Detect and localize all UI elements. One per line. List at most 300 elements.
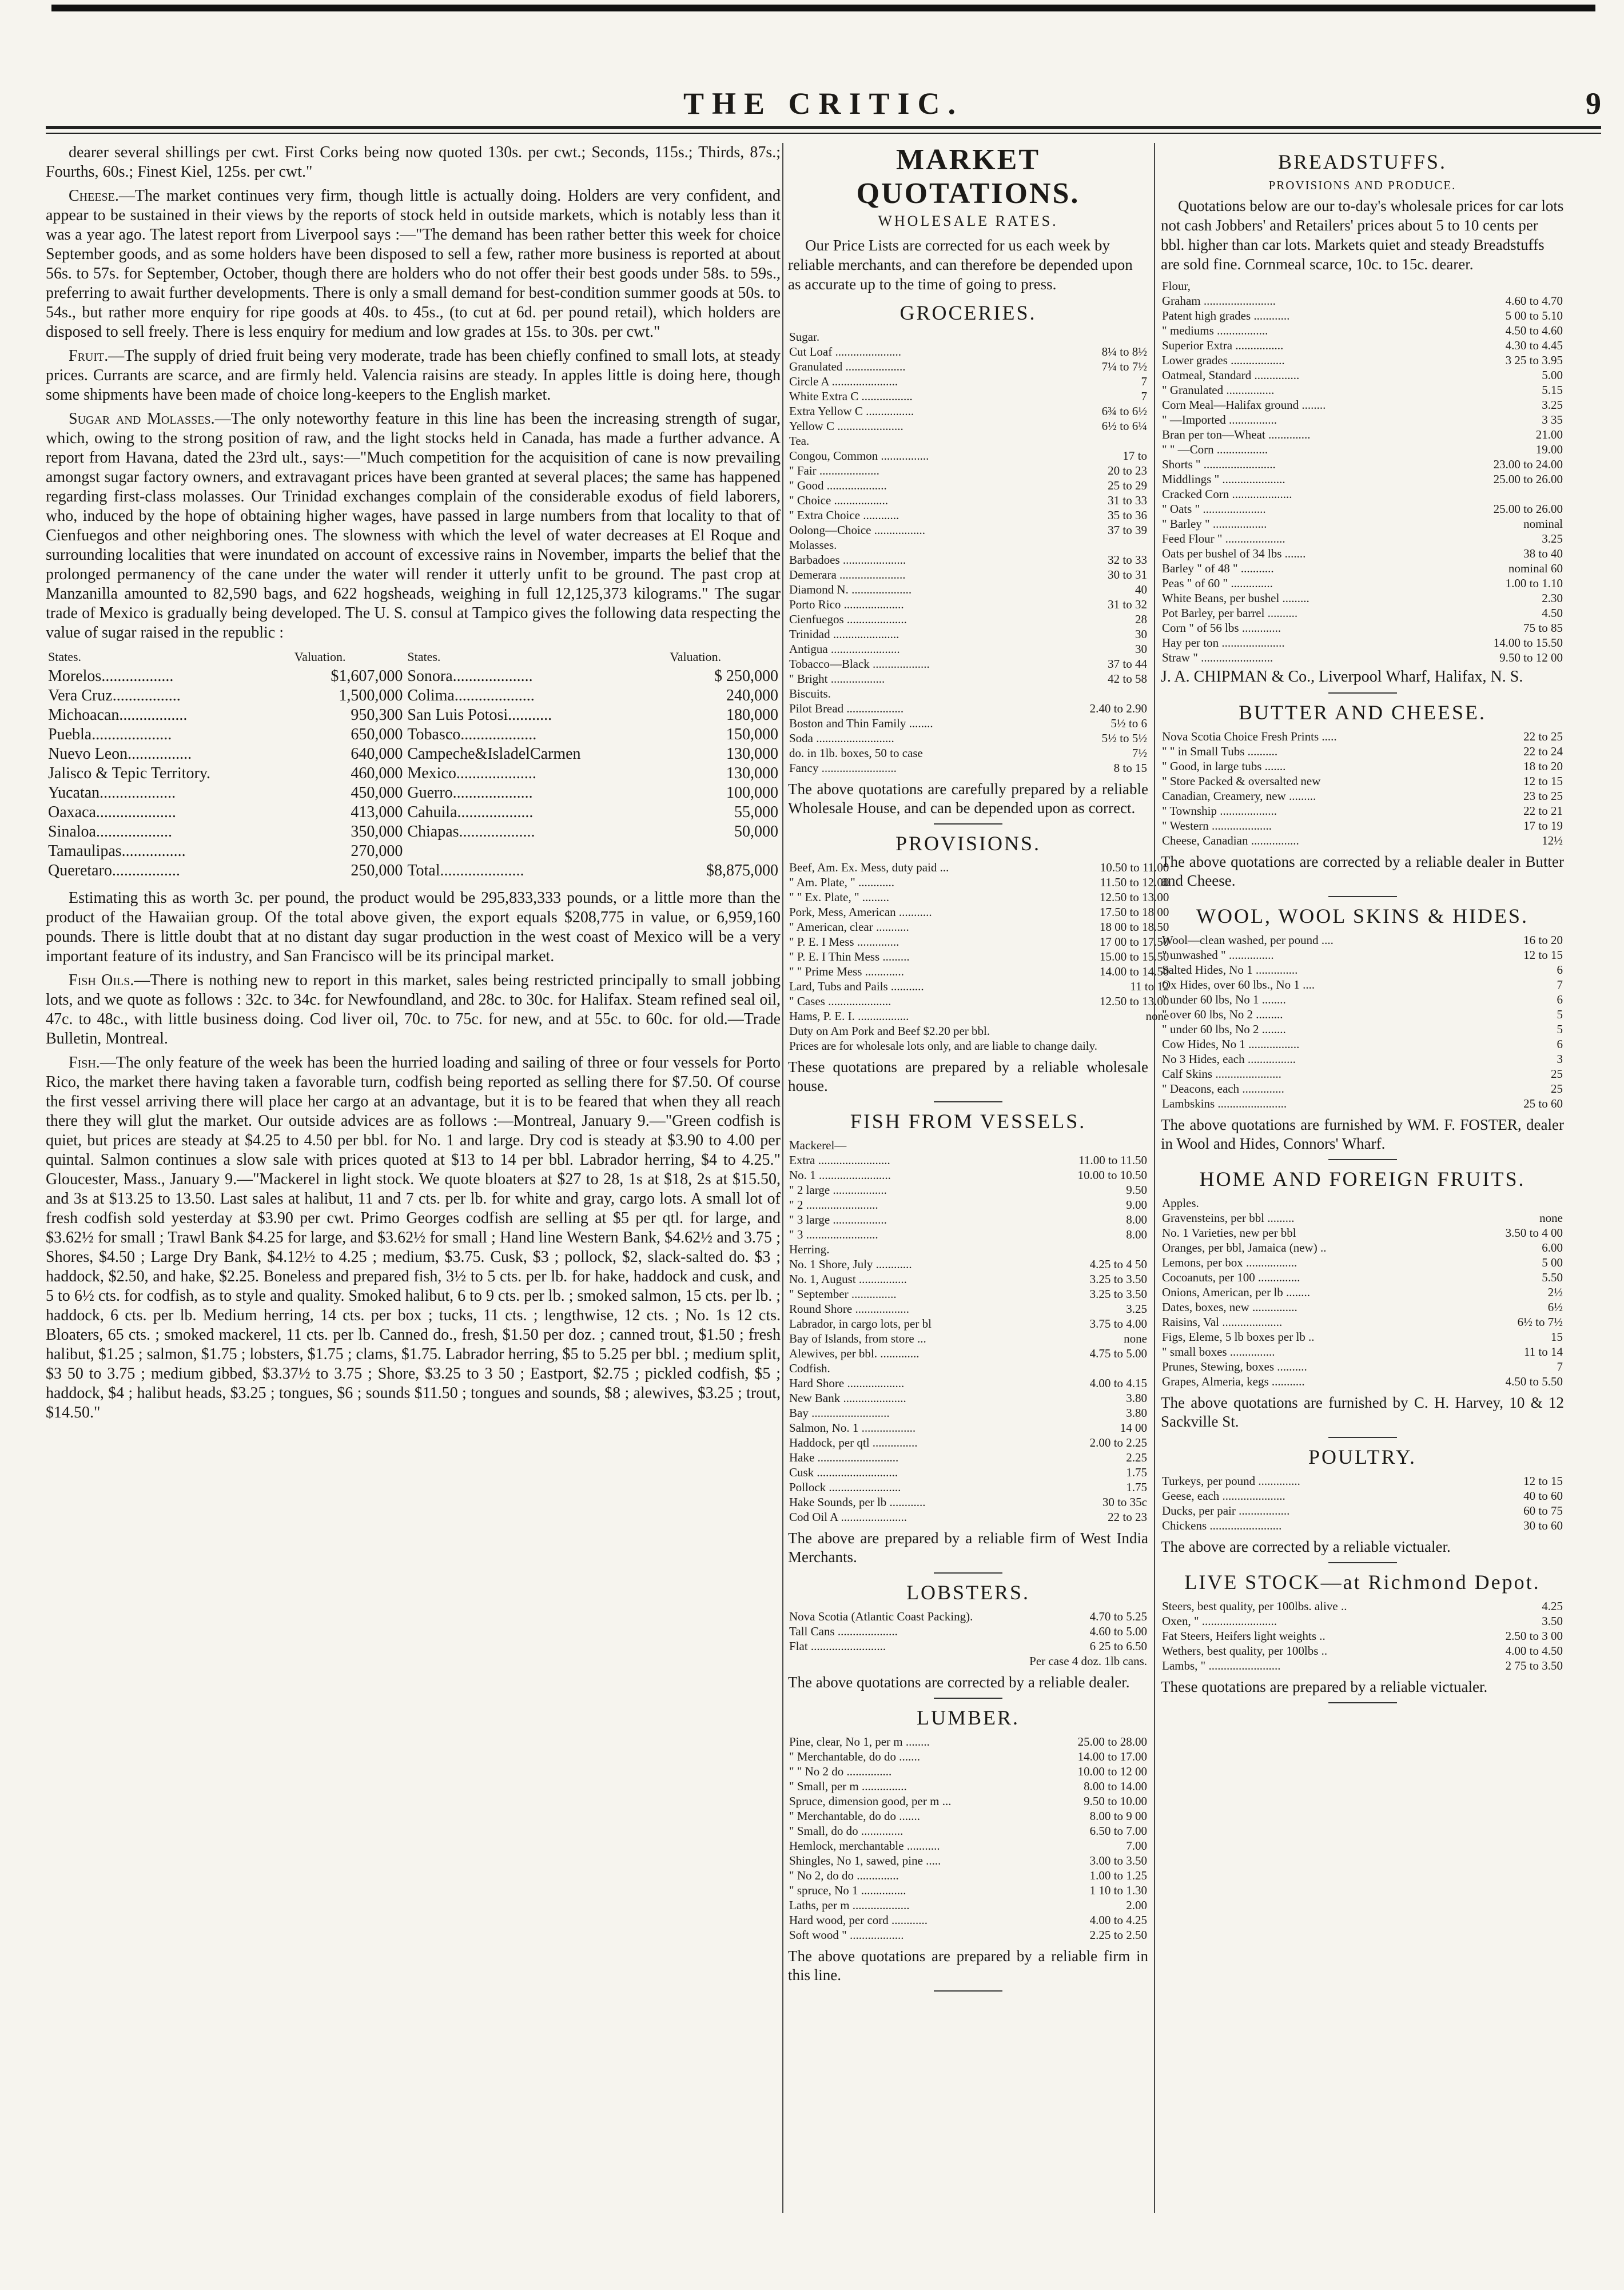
price-item: Hay per ton ..................... xyxy=(1162,636,1285,650)
price-item: Dates, boxes, new ............... xyxy=(1162,1300,1297,1314)
price-item: " Western .................... xyxy=(1162,819,1272,833)
price-table xyxy=(1161,729,1564,848)
section-groceries xyxy=(788,301,1148,825)
price-row xyxy=(1161,833,1564,848)
price-value: 12.50 to 13.00 xyxy=(1100,994,1169,1008)
price-item: " Township ................... xyxy=(1162,804,1277,818)
price-value xyxy=(1048,686,1148,701)
price-value: 7 xyxy=(1141,389,1147,403)
price-item: Hake Sounds, per lb ............ xyxy=(789,1495,926,1509)
price-value: 17 00 to 17.50 xyxy=(1100,935,1169,949)
price-item: Extra Yellow C ................ xyxy=(789,404,914,418)
price-item: " spruce, No 1 ............... xyxy=(789,1883,906,1897)
section-note: The above are corrected by a reliable victualer. xyxy=(1161,1538,1451,1555)
price-value: none xyxy=(1145,1009,1169,1023)
price-value: 8¼ to 8½ xyxy=(1101,345,1147,359)
price-value: 8.00 xyxy=(1126,1213,1147,1226)
price-row xyxy=(1161,788,1564,803)
price-value: 6 xyxy=(1557,993,1563,1006)
price-row xyxy=(788,612,1148,627)
section-note: The above quotations are furnished by C. H. Harvey, 10 & 12 Sackville St. xyxy=(1161,1394,1564,1430)
price-row xyxy=(1161,1315,1564,1329)
price-value xyxy=(1048,433,1148,448)
middle-column xyxy=(788,143,1169,1997)
price-row xyxy=(1161,472,1564,487)
price-item: " Am. Plate, " ............ xyxy=(789,875,894,889)
price-row xyxy=(1161,962,1564,977)
price-row xyxy=(788,1197,1148,1212)
price-item: " September ............... xyxy=(789,1287,897,1301)
price-row xyxy=(788,964,1170,979)
price-row xyxy=(788,656,1148,671)
price-item: Gravensteins, per bbl ......... xyxy=(1162,1211,1295,1225)
price-row xyxy=(1161,427,1564,442)
fish-reports xyxy=(46,889,781,1423)
price-value: none xyxy=(1124,1332,1147,1345)
price-item: Nova Scotia (Atlantic Coast Packing). xyxy=(789,1610,973,1623)
price-row xyxy=(1161,818,1564,833)
section-title: GROCERIES. xyxy=(899,301,1037,324)
price-value: 6 25 to 6.50 xyxy=(1089,1639,1147,1653)
price-item: Granulated .................... xyxy=(789,360,906,373)
price-row xyxy=(1161,1300,1564,1315)
price-row xyxy=(788,875,1170,890)
table-row xyxy=(46,822,781,842)
price-value: nominal 60 xyxy=(1508,561,1563,575)
price-value: 5½ to 6 xyxy=(1110,716,1147,730)
price-row xyxy=(788,1227,1148,1242)
price-item: Lemons, per box ................. xyxy=(1162,1256,1297,1269)
price-value: 16 to 20 xyxy=(1523,933,1563,947)
price-row xyxy=(1161,1344,1564,1359)
price-item: Turkeys, per pound .............. xyxy=(1162,1474,1300,1488)
price-item: Salted Hides, No 1 .............. xyxy=(1162,963,1298,977)
price-row xyxy=(1161,576,1564,591)
table-header: Valuation. xyxy=(294,650,346,664)
section-intro: Quotations below are our to-day's wholesale prices for car lots not cash Jobbers' and Retailers' prices about 5 to 10 cents per bbl. higher than car lots. Markets quiet and steady Breadstuffs are sold fine. Cornmeal scarce, 10c. to 15c. dearer. xyxy=(1161,197,1564,273)
price-value: 30 to 60 xyxy=(1523,1519,1563,1532)
price-row xyxy=(788,1809,1148,1823)
price-row xyxy=(1161,1240,1564,1255)
price-value: 17 to 19 xyxy=(1523,819,1563,833)
price-row xyxy=(1161,1007,1564,1022)
section-note: These quotations are prepared by a reliable victualer. xyxy=(1161,1678,1488,1695)
price-item: No. 1, August ................ xyxy=(789,1272,907,1286)
price-value: 8.00 xyxy=(1126,1228,1147,1241)
price-item: Wool—clean washed, per pound .... xyxy=(1162,933,1334,947)
price-row xyxy=(1161,323,1564,338)
price-value: 1 10 to 1.30 xyxy=(1089,1883,1147,1897)
price-row xyxy=(788,1435,1148,1450)
price-row xyxy=(1161,338,1564,353)
price-row xyxy=(1161,1285,1564,1300)
table-cell: 950,300 xyxy=(351,706,403,724)
price-value: 22 to 25 xyxy=(1523,730,1563,743)
table-cell: 350,000 xyxy=(351,823,403,841)
price-table xyxy=(788,860,1170,1053)
masthead: THE CRITIC. xyxy=(683,86,964,121)
price-row xyxy=(788,1495,1148,1510)
price-row xyxy=(1161,308,1564,323)
price-item: Middlings " ..................... xyxy=(1162,472,1285,486)
price-row xyxy=(1161,744,1564,759)
header-rule-thick xyxy=(46,126,1601,129)
right-column xyxy=(1161,143,1564,1709)
price-item: " " in Small Tubs .......... xyxy=(1162,744,1278,758)
table-cell: Total..................... xyxy=(407,862,524,879)
price-item: Pine, clear, No 1, per m ........ xyxy=(789,1735,930,1749)
price-item: Labrador, in cargo lots, per bl xyxy=(789,1317,932,1331)
table-cell xyxy=(405,842,667,861)
price-value: 5.00 xyxy=(1542,368,1563,382)
price-row xyxy=(788,1510,1148,1524)
price-row xyxy=(1161,992,1564,1007)
price-item: Laths, per m ................... xyxy=(789,1898,910,1912)
price-item: Corn " of 56 lbs ............. xyxy=(1162,621,1281,635)
price-item: Soft wood " .................. xyxy=(789,1928,904,1942)
price-value: 8.00 to 14.00 xyxy=(1084,1779,1147,1793)
table-cell: San Luis Potosi........... xyxy=(407,706,552,724)
table-row xyxy=(46,686,781,706)
price-item: Duty on Am Pork and Beef $2.20 per bbl. xyxy=(789,1024,990,1038)
price-value xyxy=(1048,1242,1148,1257)
table-row xyxy=(46,725,781,744)
section-title: PROVISIONS. xyxy=(895,832,1041,855)
table-header: States. xyxy=(407,650,441,664)
price-item: Salmon, No. 1 .................. xyxy=(789,1421,916,1435)
market-quotations-title: MARKET QUOTATIONS. xyxy=(856,144,1080,210)
price-item: Pork, Mess, American ........... xyxy=(789,905,932,919)
price-row xyxy=(788,359,1148,374)
table-cell: $8,875,000 xyxy=(706,862,778,879)
price-item: Figs, Eleme, 5 lb boxes per lb .. xyxy=(1162,1330,1315,1344)
price-value: 14 00 xyxy=(1120,1421,1147,1435)
price-value: 42 to 58 xyxy=(1108,672,1147,686)
price-item: " " Ex. Plate, " ......... xyxy=(789,890,890,904)
table-cell: 460,000 xyxy=(351,764,403,782)
price-row xyxy=(788,1168,1148,1182)
table-row xyxy=(46,667,781,686)
section-breadstuffs xyxy=(1161,150,1564,694)
price-item: " unwashed " ............... xyxy=(1162,948,1274,962)
article-paragraph xyxy=(46,347,781,405)
price-value: 2.25 xyxy=(1126,1451,1147,1464)
price-item: " Good .................... xyxy=(789,479,887,492)
price-item: Beef, Am. Ex. Mess, duty paid ... xyxy=(789,861,949,874)
price-item: Cocoanuts, per 100 .............. xyxy=(1162,1271,1300,1284)
price-row xyxy=(788,1316,1148,1331)
price-row xyxy=(1161,412,1564,427)
price-value: 12 to 15 xyxy=(1523,948,1563,962)
price-item: Cut Loaf ...................... xyxy=(789,345,901,359)
price-value: 31 to 33 xyxy=(1108,493,1147,507)
price-item: Pilot Bread ................... xyxy=(789,702,904,715)
price-item: Yellow C ...................... xyxy=(789,419,903,433)
price-item: Bran per ton—Wheat .............. xyxy=(1162,428,1311,441)
price-item: Apples. xyxy=(1162,1196,1199,1210)
price-row xyxy=(1161,1599,1564,1614)
section-divider xyxy=(1328,1702,1397,1703)
price-item: Shorts " ........................ xyxy=(1162,457,1276,471)
price-value: 5 00 xyxy=(1542,1256,1563,1269)
price-row xyxy=(788,1361,1148,1376)
price-row xyxy=(788,523,1148,537)
price-value: 30 to 35c xyxy=(1102,1495,1147,1509)
article-text: Estimating this as worth 3c. per pound, the product would be 295,833,333 pounds, or a little more than the product of the Hawaiian group. Of the total above given, the export equals $208,775 in value, or 6,959,160 pounds. There is little doubt that at no distant day sugar production in the west coast of Mexico will be a very important feature of its industry, and San Francisco will be its principal market. xyxy=(46,889,781,965)
price-row xyxy=(788,433,1148,448)
price-item: Bay .......................... xyxy=(789,1406,890,1420)
section-divider xyxy=(1328,896,1397,897)
article-text: dearer several shillings per cwt. First Corks being now quoted 130s. per cwt.; Seconds, 115s.; Thirds, 87s.; Fourths, 60s.; Finest Kiel, 125s. per cwt." xyxy=(46,144,781,181)
price-item: " Fair .................... xyxy=(789,464,879,477)
price-item: Bay of Islands, from store ... xyxy=(789,1332,926,1345)
price-item: " Barley " .................. xyxy=(1162,517,1267,531)
price-row xyxy=(788,329,1148,344)
price-item: No. 1 Shore, July ............ xyxy=(789,1257,912,1271)
price-item: Peas " of 60 " .............. xyxy=(1162,576,1273,590)
section-fish xyxy=(788,1109,1148,1574)
price-row xyxy=(1161,1270,1564,1285)
price-value: 10.50 to 11.00 xyxy=(1100,861,1169,874)
price-item: Patent high grades ............ xyxy=(1162,309,1290,322)
price-row xyxy=(1161,759,1564,774)
price-value: 22 to 21 xyxy=(1523,804,1563,818)
price-item: " —Imported ................ xyxy=(1162,413,1277,427)
price-value: 4.60 to 5.00 xyxy=(1089,1624,1147,1638)
table-cell: Sinaloa................... xyxy=(48,823,172,841)
price-item: Oxen, " ......................... xyxy=(1162,1614,1277,1628)
price-value: 1.00 to 1.25 xyxy=(1089,1869,1147,1882)
price-row xyxy=(1161,1066,1564,1081)
section-divider xyxy=(934,1572,1002,1574)
price-row xyxy=(1161,933,1564,947)
price-item: Haddock, per qtl ............... xyxy=(789,1436,918,1449)
article-text: —The only noteworthy feature in this line has been the increasing strength of sugar, which, owing to the strong position of raw, and the light stocks held in Canada, has made a further advance. A report from Havana, dated the 23rd ult., says:—"Much competition for the acquisition of cane is now prevailing amongst sugar factory owners, and extravagant prices have been granted at several places; the same has happened regarding first-class molasses. Our Trinidad exchanges complain of the considerable exodus of field laborers, who, induced by the hope of obtaining higher wages, have passed in large numbers from that locality to that of Cienfuegos and other neighboring ones. The slowness with which the level of water decreases at El Roque and surrounding localities that were inundated on account of excessive rains in November, imparts the belief that the prolonged permanency of the cane under the water will render it utterly unfit to be ground. The past crop at Manzanilla amounted to 82,590 bags, and 622 hogsheads, weighing in full 12,125,373 kilograms." The sugar trade of Mexico is gradually being developed. The U. S. consul at Tampico gives the following data respecting the value of sugar raised in the republic : xyxy=(46,410,781,642)
price-item: White Beans, per bushel ......... xyxy=(1162,591,1309,605)
price-value: 15.00 to 15.50 xyxy=(1100,950,1169,963)
price-row xyxy=(788,1450,1148,1465)
price-row xyxy=(788,1654,1148,1668)
price-row xyxy=(1161,531,1564,546)
price-value: 2.00 to 2.25 xyxy=(1089,1436,1147,1449)
price-row xyxy=(1161,620,1564,635)
section-divider xyxy=(1328,1562,1397,1563)
article-paragraph xyxy=(46,1053,781,1423)
price-value: 14.00 to 14.50 xyxy=(1100,965,1169,978)
price-item: " No 2, do do .............. xyxy=(789,1869,899,1882)
price-value: 25 to 29 xyxy=(1108,479,1147,492)
price-value: 9.50 to 10.00 xyxy=(1084,1794,1147,1808)
price-value: 22 to 24 xyxy=(1523,744,1563,758)
price-item: do. in 1lb. boxes, 50 to case xyxy=(789,746,923,760)
table-cell: Michoacan................. xyxy=(48,706,188,724)
header-rule-thin xyxy=(46,133,1601,134)
price-value: 11.00 to 11.50 xyxy=(1078,1153,1147,1167)
price-item: Porto Rico .................... xyxy=(789,598,904,611)
section-title: WOOL, WOOL SKINS & HIDES. xyxy=(1196,905,1529,927)
price-item: Cheese, Canadian ................ xyxy=(1162,834,1299,847)
table-row xyxy=(46,803,781,822)
price-value: 25 to 60 xyxy=(1523,1097,1563,1110)
price-value: 23 to 25 xyxy=(1523,789,1563,803)
price-item: " Cases ..................... xyxy=(789,994,891,1008)
price-value: 11 to 14 xyxy=(1523,1345,1563,1359)
price-value: 14.00 to 15.50 xyxy=(1493,636,1563,650)
price-row xyxy=(788,374,1148,389)
table-cell: Tamaulipas................ xyxy=(48,842,186,860)
market-report-articles xyxy=(46,143,781,643)
price-row xyxy=(788,1734,1148,1749)
price-value: 3.50 xyxy=(1542,1614,1563,1628)
table-cell: Mexico.................... xyxy=(407,764,536,782)
table-row xyxy=(46,842,781,861)
price-item: Spruce, dimension good, per m ... xyxy=(789,1794,952,1808)
price-value: 2.25 to 2.50 xyxy=(1089,1928,1147,1942)
price-row xyxy=(1161,774,1564,788)
price-value: 2.00 xyxy=(1126,1898,1147,1912)
price-item: Tobacco—Black ................... xyxy=(789,657,930,671)
price-item: Steers, best quality, per 100lbs. alive .. xyxy=(1162,1599,1347,1613)
price-row xyxy=(788,1376,1148,1391)
price-table xyxy=(788,329,1148,775)
price-row xyxy=(788,508,1148,523)
price-row xyxy=(788,686,1148,701)
price-row xyxy=(788,537,1148,552)
table-cell: Jalisco & Tepic Territory. xyxy=(48,764,211,782)
section-title: LIVE STOCK—at Richmond Depot. xyxy=(1184,1571,1541,1594)
section-divider xyxy=(934,1101,1002,1102)
price-value: 4.25 xyxy=(1542,1599,1563,1613)
price-row xyxy=(1161,1096,1564,1111)
price-row xyxy=(788,716,1148,731)
price-value: 14.00 to 17.00 xyxy=(1077,1750,1147,1763)
price-table xyxy=(788,1138,1148,1524)
price-row xyxy=(1161,977,1564,992)
price-row xyxy=(1161,803,1564,818)
price-row xyxy=(788,1420,1148,1435)
price-item: Circle A ...................... xyxy=(789,375,898,388)
price-row xyxy=(1161,1022,1564,1037)
price-item: " P. E. I Thin Mess ......... xyxy=(789,950,910,963)
price-row xyxy=(788,1405,1148,1420)
price-item: Graham ........................ xyxy=(1162,294,1276,308)
price-value: 22 to 23 xyxy=(1108,1510,1147,1524)
price-item: " Good, in large tubs ....... xyxy=(1162,759,1286,773)
price-value: 3.25 xyxy=(1126,1302,1147,1316)
table-cell: 413,000 xyxy=(351,803,403,821)
price-value: 2.30 xyxy=(1542,591,1563,605)
article-text: —The only feature of the week has been the hurried loading and sailing of three or four vessels for Porto Rico, the market there having taken a favorable turn, codfish being reported as selling there for $7.50. Of course the first vessel arriving there will place her cargo at an advantage, but it is to be feared that when they all reach there they will glut the market. Our outside advices are as follows :—Montreal, January 9.—"Green codfish is quiet, but prices are steady at $4.25 to 4.50 per bbl. for No. 1 and large. Dry cod is steady at $3.90 to 4.00 per quintal. Salmon continues a slow sale with prices quoted at $13 to 14 per bbl. Labrador herring, $4 to 4.25." Gloucester, Mass., January 9.—"Mackerel in light stock. We quote bloaters at $27 to 28, 1s at $18, 2s at $15.50, and 3s at $13.25 to 13.50. Last sales at halibut, 11 and 7 cts. per lb. for white and gray, cargo lots. A small lot of fresh codfish sold yesterday at $3.90 per cwt. Primo Georges codfish are selling at $5 per qtl. for large, and $3.62½ for small ; Trawl Bank $4.25 for large, and $3.62½ for small ; Hand line Western Bank, $4.62½ and 3.75 ; Shores, $4.50 ; Large Dry Bank, $4.12½ to 4.25 ; medium, $3.75. Cusk, $3 ; pollock, $2, slack-salted do. $3 ; haddock, $2.50, and hake, $2.25. Boneless and prepared fish, 3½ to 5 cts. per lb. for hake, haddock and cusk, and 5 to 6½ cts. for codfish, as to style and quality. Smoked halibut, 6 to 9 cts. per lb. ; smoked salmon, 15 cts. per lb. ; haddock, 6 cts. per lb. Medium herring, 14 cts. per box ; tucks, 11 cts. ; lengthwise, 12 cts. ; No. 1s 12 cts. Bloaters, 65 cts. ; smoked mackerel, 11 cts. per lb. Canned do., fresh, $1.50 per doz. ; canned trout, $1.50 ; fresh halibut, $1.25 ; salmon, $1.75 ; lobsters, $1.75 ; clams, $1.75. Labrador herring, $5 to 5.25 per bbl. ; medium split, $3 50 to 3.75 ; medium gibbed, $3.37½ to 3.75 ; Shore, $3.25 to 3 50 ; Eastport, $2.75 ; pickled codfish, $5 ; haddock, $4 ; halibut heads, $3.25 ; tongues, $6 ; sounds $11.50 ; tongues and sounds, $8 ; alewives, $3.25 ; trout, $14.50." xyxy=(46,1054,781,1421)
price-item: Calf Skins ...................... xyxy=(1162,1067,1281,1081)
price-item: " Small, do do .............. xyxy=(789,1824,903,1838)
price-item: " 3 ........................ xyxy=(789,1228,878,1241)
section-note: The above quotations are prepared by a reliable firm in this line. xyxy=(788,1948,1148,1984)
price-item: Cracked Corn .................... xyxy=(1162,487,1292,501)
page-number: 9 xyxy=(1586,86,1601,121)
price-row xyxy=(788,1038,1170,1053)
price-value: 6½ xyxy=(1547,1300,1563,1314)
table-cell: 150,000 xyxy=(726,726,778,743)
table-cell: Vera Cruz................. xyxy=(48,687,181,704)
price-value: 8.00 to 9 00 xyxy=(1089,1809,1147,1823)
price-value: 7.00 xyxy=(1126,1839,1147,1853)
price-item: " Deacons, each .............. xyxy=(1162,1082,1284,1096)
price-value: 3 xyxy=(1557,1052,1563,1066)
price-item: " P. E. I Mess .............. xyxy=(789,935,899,949)
price-row xyxy=(1161,1329,1564,1344)
price-item: Ducks, per pair ................. xyxy=(1162,1504,1290,1518)
article-paragraph xyxy=(46,409,781,643)
price-row xyxy=(1161,397,1564,412)
price-value: 5 00 to 5.10 xyxy=(1505,309,1563,322)
price-row xyxy=(788,1301,1148,1316)
table-cell: Sonora.................... xyxy=(407,667,533,685)
price-item: " Choice .................. xyxy=(789,493,889,507)
price-item: Oolong—Choice ................. xyxy=(789,523,925,537)
price-row xyxy=(788,1639,1148,1654)
price-value: 5.15 xyxy=(1542,383,1563,397)
price-value: 6¾ to 6½ xyxy=(1101,404,1147,418)
price-row xyxy=(1161,729,1564,744)
section-note: These quotations are prepared by a reliable wholesale house. xyxy=(788,1058,1148,1094)
table-cell: Campeche&IsladelCarmen xyxy=(407,745,581,763)
price-value xyxy=(1451,1196,1564,1210)
price-value: 40 xyxy=(1135,583,1147,596)
price-value: 11.50 to 12.00 xyxy=(1100,875,1169,889)
table-row xyxy=(46,744,781,764)
price-value: 31 to 32 xyxy=(1108,598,1147,611)
price-value: 5 xyxy=(1557,1022,1563,1036)
price-item: Barley " of 48 " ........... xyxy=(1162,561,1274,575)
price-item: Codfish. xyxy=(789,1361,830,1375)
price-row xyxy=(1161,606,1564,620)
price-item: Pot Barley, per barrel .......... xyxy=(1162,606,1298,620)
section-title: HOME AND FOREIGN FRUITS. xyxy=(1199,1168,1526,1190)
price-item xyxy=(788,1654,1028,1668)
price-item: " small boxes ............... xyxy=(1162,1345,1275,1359)
price-value: 17 to xyxy=(1123,449,1147,463)
price-value: 37 to 39 xyxy=(1108,523,1147,537)
price-row xyxy=(1161,546,1564,561)
price-value: 3.00 to 3.50 xyxy=(1089,1854,1147,1867)
price-item: " Oats " ..................... xyxy=(1162,502,1266,516)
section-title: LUMBER. xyxy=(916,1706,1020,1729)
table-cell: 450,000 xyxy=(351,784,403,802)
table-cell: 640,000 xyxy=(351,745,403,763)
price-item: " " —Corn ................. xyxy=(1162,443,1268,456)
price-value: 10.00 to 10.50 xyxy=(1077,1168,1147,1182)
price-row xyxy=(788,919,1170,934)
price-item: Congou, Common ................ xyxy=(789,449,929,463)
price-value: 2.50 to 3 00 xyxy=(1505,1629,1563,1643)
price-item: Chickens ........................ xyxy=(1162,1519,1282,1532)
price-row xyxy=(788,1853,1148,1868)
price-row xyxy=(788,1823,1148,1838)
table-cell: 55,000 xyxy=(734,803,778,821)
article-lead: Sugar and Molasses. xyxy=(69,410,215,428)
price-value: 2 75 to 3.50 xyxy=(1505,1659,1563,1672)
price-row xyxy=(1161,1473,1564,1488)
price-row xyxy=(788,642,1148,656)
price-item: Shingles, No 1, sawed, pine ..... xyxy=(789,1854,941,1867)
table-cell: Tobasco................... xyxy=(407,726,537,743)
price-row xyxy=(1161,1658,1564,1673)
price-item: Mackerel— xyxy=(789,1138,847,1152)
market-intro: Our Price Lists are corrected for us each week by reliable merchants, and can therefore be depended upon as accurate up to the time of going to press. xyxy=(788,237,1133,293)
price-row xyxy=(1161,1081,1564,1096)
table-cell: $ 250,000 xyxy=(714,667,778,685)
price-value: 60 to 75 xyxy=(1523,1504,1563,1518)
